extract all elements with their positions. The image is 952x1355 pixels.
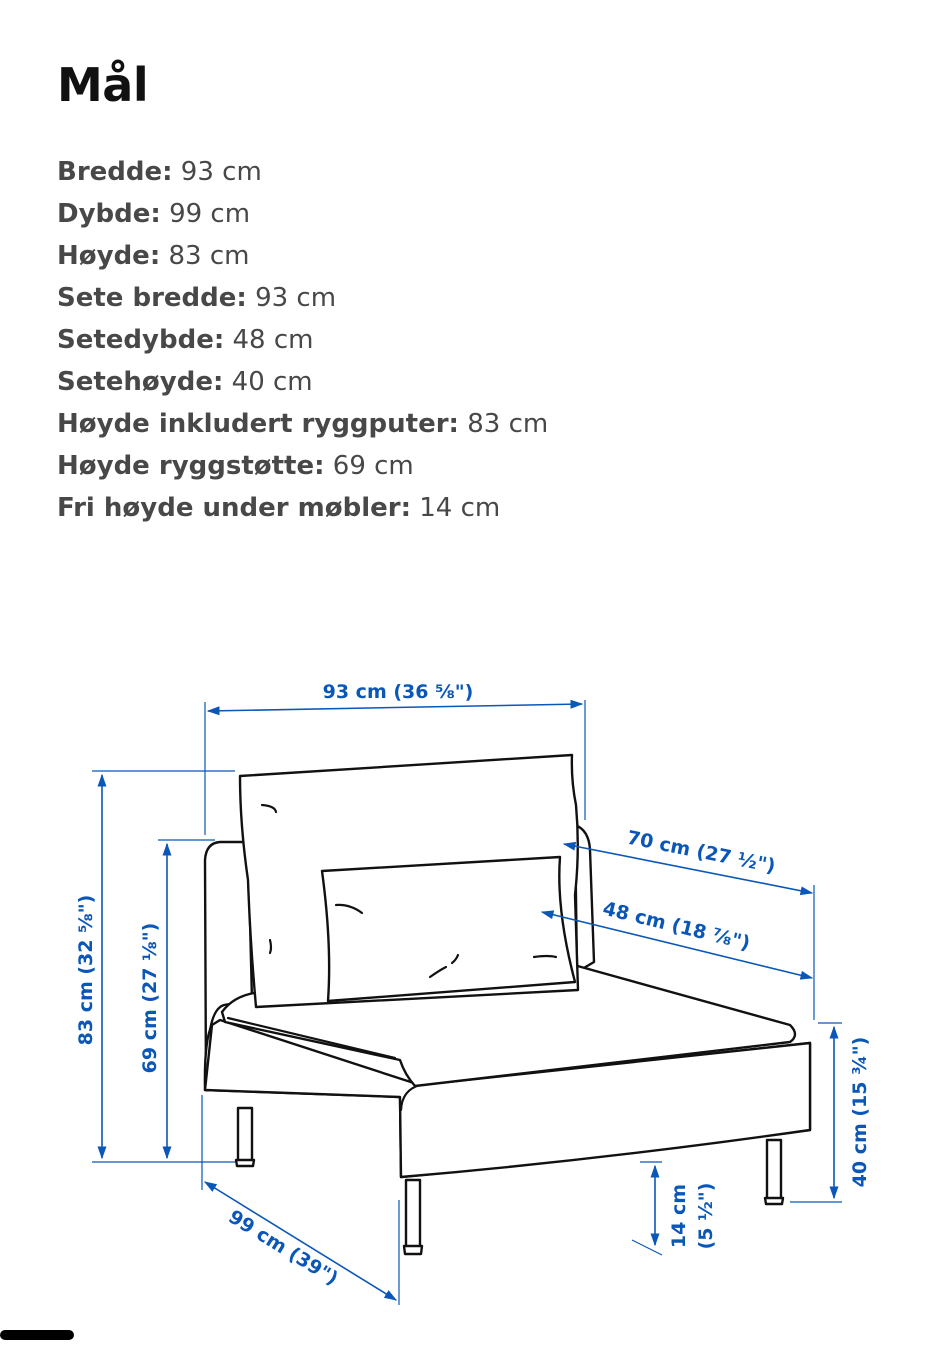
spec-label: Høyde inkludert ryggputer: bbox=[57, 409, 459, 439]
spec-seat-height bbox=[57, 361, 548, 403]
spec-label: Fri høyde under møbler: bbox=[57, 493, 411, 523]
lumbar-pillow bbox=[322, 857, 575, 1001]
spec-label: Dybde: bbox=[57, 199, 161, 229]
page-title: Mål bbox=[57, 58, 149, 112]
dimension-drawing bbox=[0, 640, 952, 1320]
label-height: 83 cm (32 ⅝") bbox=[75, 894, 97, 1046]
spec-seat-depth bbox=[57, 319, 548, 361]
spec-value: 99 cm bbox=[169, 199, 251, 229]
label-back-height: 69 cm (27 ⅛") bbox=[139, 922, 161, 1074]
label-clearance-cm: 14 cm bbox=[668, 1183, 690, 1249]
dimension-list bbox=[57, 151, 548, 529]
spec-depth bbox=[57, 193, 548, 235]
spec-backrest-height bbox=[57, 445, 548, 487]
spec-label: Bredde: bbox=[57, 157, 173, 187]
spec-label: Setehøyde: bbox=[57, 367, 224, 397]
spec-value: 14 cm bbox=[419, 493, 501, 523]
spec-label: Sete bredde: bbox=[57, 283, 247, 313]
spec-value: 69 cm bbox=[332, 451, 414, 481]
spec-seat-width bbox=[57, 277, 548, 319]
home-indicator[interactable] bbox=[0, 1330, 74, 1340]
spec-value: 83 cm bbox=[467, 409, 549, 439]
label-seat-depth: 48 cm (18 ⅞") bbox=[600, 897, 753, 955]
spec-value: 48 cm bbox=[232, 325, 314, 355]
sofa-illustration bbox=[205, 755, 810, 1254]
label-seat-height: 40 cm (15 ¾") bbox=[849, 1036, 871, 1188]
spec-clearance bbox=[57, 487, 548, 529]
spec-value: 40 cm bbox=[231, 367, 313, 397]
label-width: 93 cm (36 ⅝") bbox=[322, 681, 474, 703]
spec-value: 93 cm bbox=[180, 157, 262, 187]
label-seat-width: 70 cm (27 ½") bbox=[625, 826, 778, 878]
leg-front-right bbox=[767, 1140, 781, 1202]
label-clearance-in: (5 ½") bbox=[695, 1182, 717, 1250]
spec-label: Setedybde: bbox=[57, 325, 225, 355]
spec-label: Høyde: bbox=[57, 241, 161, 271]
spec-value: 83 cm bbox=[168, 241, 250, 271]
spec-width bbox=[57, 151, 548, 193]
label-depth: 99 cm (39") bbox=[224, 1205, 342, 1290]
leg-front-left bbox=[406, 1180, 420, 1252]
spec-value: 93 cm bbox=[255, 283, 337, 313]
spec-label: Høyde ryggstøtte: bbox=[57, 451, 325, 481]
leg-back-left bbox=[238, 1108, 252, 1162]
spec-height-incl-cushions bbox=[57, 403, 548, 445]
spec-height bbox=[57, 235, 548, 277]
